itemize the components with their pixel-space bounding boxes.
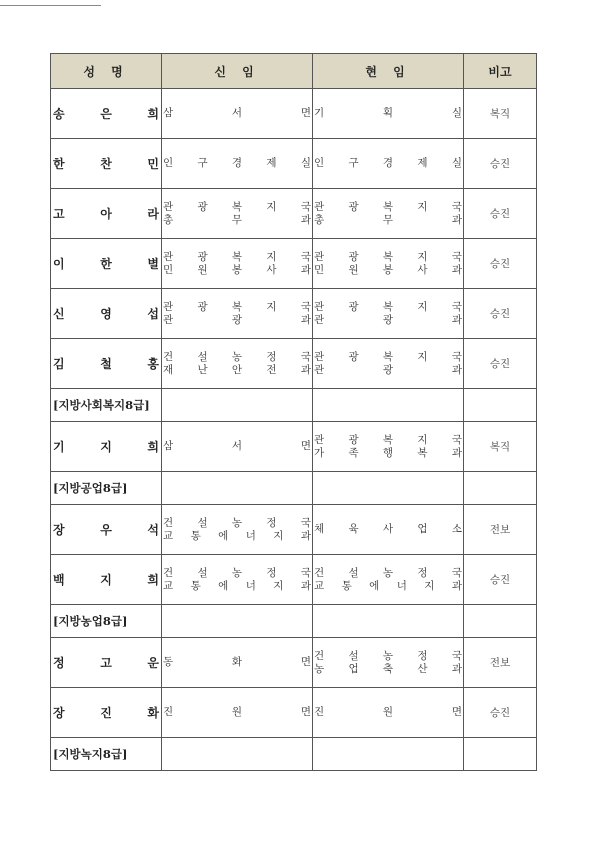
- empty-cell: [162, 389, 313, 422]
- header-name: 성 명: [51, 54, 162, 89]
- empty-cell: [464, 472, 537, 505]
- new-post-cell: [162, 289, 313, 339]
- section-row: [51, 472, 537, 505]
- post-line: 관 광 복 지 국: [163, 300, 311, 313]
- name-text: 한 찬 민: [53, 157, 159, 171]
- current-post-cell: [313, 422, 464, 472]
- post-line: 관 광 복 지 국: [314, 350, 462, 363]
- personnel-table: [50, 53, 537, 771]
- person-name: [51, 89, 162, 139]
- person-name: [51, 688, 162, 738]
- section-label: [지방공업8급]: [51, 472, 162, 505]
- name-text: 장 진 화: [53, 706, 159, 720]
- person-name: [51, 189, 162, 239]
- name-text: 송 은 희: [53, 107, 159, 121]
- header-row: [51, 54, 537, 89]
- post-line: 관 광 복 지 국: [314, 300, 462, 313]
- post-line: 교 통 에 너 지 과: [163, 579, 311, 592]
- post-line: 관 광 과: [314, 313, 462, 326]
- new-post-cell: [162, 339, 313, 389]
- table-row: [51, 422, 537, 472]
- post-line: 동 화 면: [163, 656, 311, 668]
- section-row: [51, 389, 537, 422]
- note-cell: 전보: [464, 638, 537, 688]
- current-post-cell: [313, 638, 464, 688]
- empty-cell: [313, 738, 464, 771]
- table-row: [51, 638, 537, 688]
- new-post-cell: [162, 139, 313, 189]
- person-name: [51, 339, 162, 389]
- post-line: 건 설 농 정 국: [163, 566, 311, 579]
- post-line: 관 광 복 지 국: [314, 433, 462, 446]
- person-name: [51, 289, 162, 339]
- person-name: [51, 139, 162, 189]
- current-post-cell: [313, 139, 464, 189]
- header-rule: [0, 5, 101, 6]
- post-line: 민 원 봉 사 과: [314, 263, 462, 276]
- post-line: 재 난 안 전 과: [163, 363, 311, 376]
- table-row: [51, 505, 537, 555]
- new-post-cell: [162, 239, 313, 289]
- empty-cell: [464, 389, 537, 422]
- post-line: 건 설 농 정 국: [314, 566, 462, 579]
- post-line: 관 광 과: [314, 363, 462, 376]
- person-name: [51, 555, 162, 605]
- table-row: [51, 339, 537, 389]
- note-cell: 복직: [464, 422, 537, 472]
- note-cell: 승진: [464, 239, 537, 289]
- note-cell: 승진: [464, 688, 537, 738]
- new-post-cell: [162, 688, 313, 738]
- person-name: [51, 422, 162, 472]
- post-line: 관 광 복 지 국: [314, 250, 462, 263]
- empty-cell: [162, 738, 313, 771]
- post-line: 농 업 축 산 과: [314, 662, 462, 675]
- new-post-cell: [162, 89, 313, 139]
- section-label: [지방사회복지8급]: [51, 389, 162, 422]
- post-line: 인 구 경 제 실: [314, 157, 462, 169]
- new-post-cell: [162, 422, 313, 472]
- empty-cell: [464, 605, 537, 638]
- header-note: 비고: [464, 54, 537, 89]
- note-cell: 승진: [464, 339, 537, 389]
- empty-cell: [313, 472, 464, 505]
- post-line: 관 광 복 지 국: [314, 200, 462, 213]
- note-cell: 승진: [464, 189, 537, 239]
- current-post-cell: [313, 555, 464, 605]
- section-label: [지방녹지8급]: [51, 738, 162, 771]
- table-row: [51, 89, 537, 139]
- post-line: 관 광 과: [163, 313, 311, 326]
- post-line: 인 구 경 제 실: [163, 157, 311, 169]
- new-post-cell: [162, 189, 313, 239]
- table-row: [51, 239, 537, 289]
- header-new-post: 신 임: [162, 54, 313, 89]
- current-post-cell: [313, 339, 464, 389]
- post-line: 삼 서 면: [163, 440, 311, 452]
- post-line: 기 획 실: [314, 107, 462, 119]
- name-text: 장 우 석: [53, 523, 159, 537]
- note-cell: 전보: [464, 505, 537, 555]
- post-line: 진 원 면: [163, 706, 311, 718]
- empty-cell: [162, 472, 313, 505]
- post-line: 건 설 농 정 국: [163, 350, 311, 363]
- name-text: 백 지 희: [53, 573, 159, 587]
- name-text: 김 철 홍: [53, 357, 159, 371]
- header-current-post: 현 임: [313, 54, 464, 89]
- post-line: 삼 서 면: [163, 107, 311, 119]
- person-name: [51, 239, 162, 289]
- post-line: 건 설 농 정 국: [314, 649, 462, 662]
- post-line: 건 설 농 정 국: [163, 516, 311, 529]
- table-row: [51, 139, 537, 189]
- note-cell: 승진: [464, 555, 537, 605]
- empty-cell: [313, 389, 464, 422]
- new-post-cell: [162, 638, 313, 688]
- current-post-cell: [313, 289, 464, 339]
- new-post-cell: [162, 555, 313, 605]
- current-post-cell: [313, 89, 464, 139]
- current-post-cell: [313, 239, 464, 289]
- post-line: 관 광 복 지 국: [163, 200, 311, 213]
- post-line: 진 원 면: [314, 706, 462, 718]
- name-text: 이 한 별: [53, 257, 159, 271]
- note-cell: 승진: [464, 139, 537, 189]
- note-cell: 복직: [464, 89, 537, 139]
- table-body: [51, 89, 537, 771]
- post-line: 체 육 사 업 소: [314, 523, 462, 535]
- new-post-cell: [162, 505, 313, 555]
- section-label: [지방농업8급]: [51, 605, 162, 638]
- post-line: 교 통 에 너 지 과: [163, 529, 311, 542]
- name-text: 정 고 운: [53, 656, 159, 670]
- current-post-cell: [313, 688, 464, 738]
- table-row: [51, 189, 537, 239]
- post-line: 가 족 행 복 과: [314, 446, 462, 459]
- empty-cell: [162, 605, 313, 638]
- name-text: 고 아 라: [53, 207, 159, 221]
- person-name: [51, 638, 162, 688]
- name-text: 신 영 섭: [53, 307, 159, 321]
- section-row: [51, 738, 537, 771]
- empty-cell: [464, 738, 537, 771]
- table-row: [51, 289, 537, 339]
- person-name: [51, 505, 162, 555]
- post-line: 총 무 과: [314, 213, 462, 226]
- post-line: 교 통 에 너 지 과: [314, 579, 462, 592]
- current-post-cell: [313, 505, 464, 555]
- empty-cell: [313, 605, 464, 638]
- table-row: [51, 555, 537, 605]
- post-line: 총 무 과: [163, 213, 311, 226]
- note-cell: 승진: [464, 289, 537, 339]
- current-post-cell: [313, 189, 464, 239]
- section-row: [51, 605, 537, 638]
- post-line: 민 원 봉 사 과: [163, 263, 311, 276]
- post-line: 관 광 복 지 국: [163, 250, 311, 263]
- table-row: [51, 688, 537, 738]
- name-text: 기 지 희: [53, 440, 159, 454]
